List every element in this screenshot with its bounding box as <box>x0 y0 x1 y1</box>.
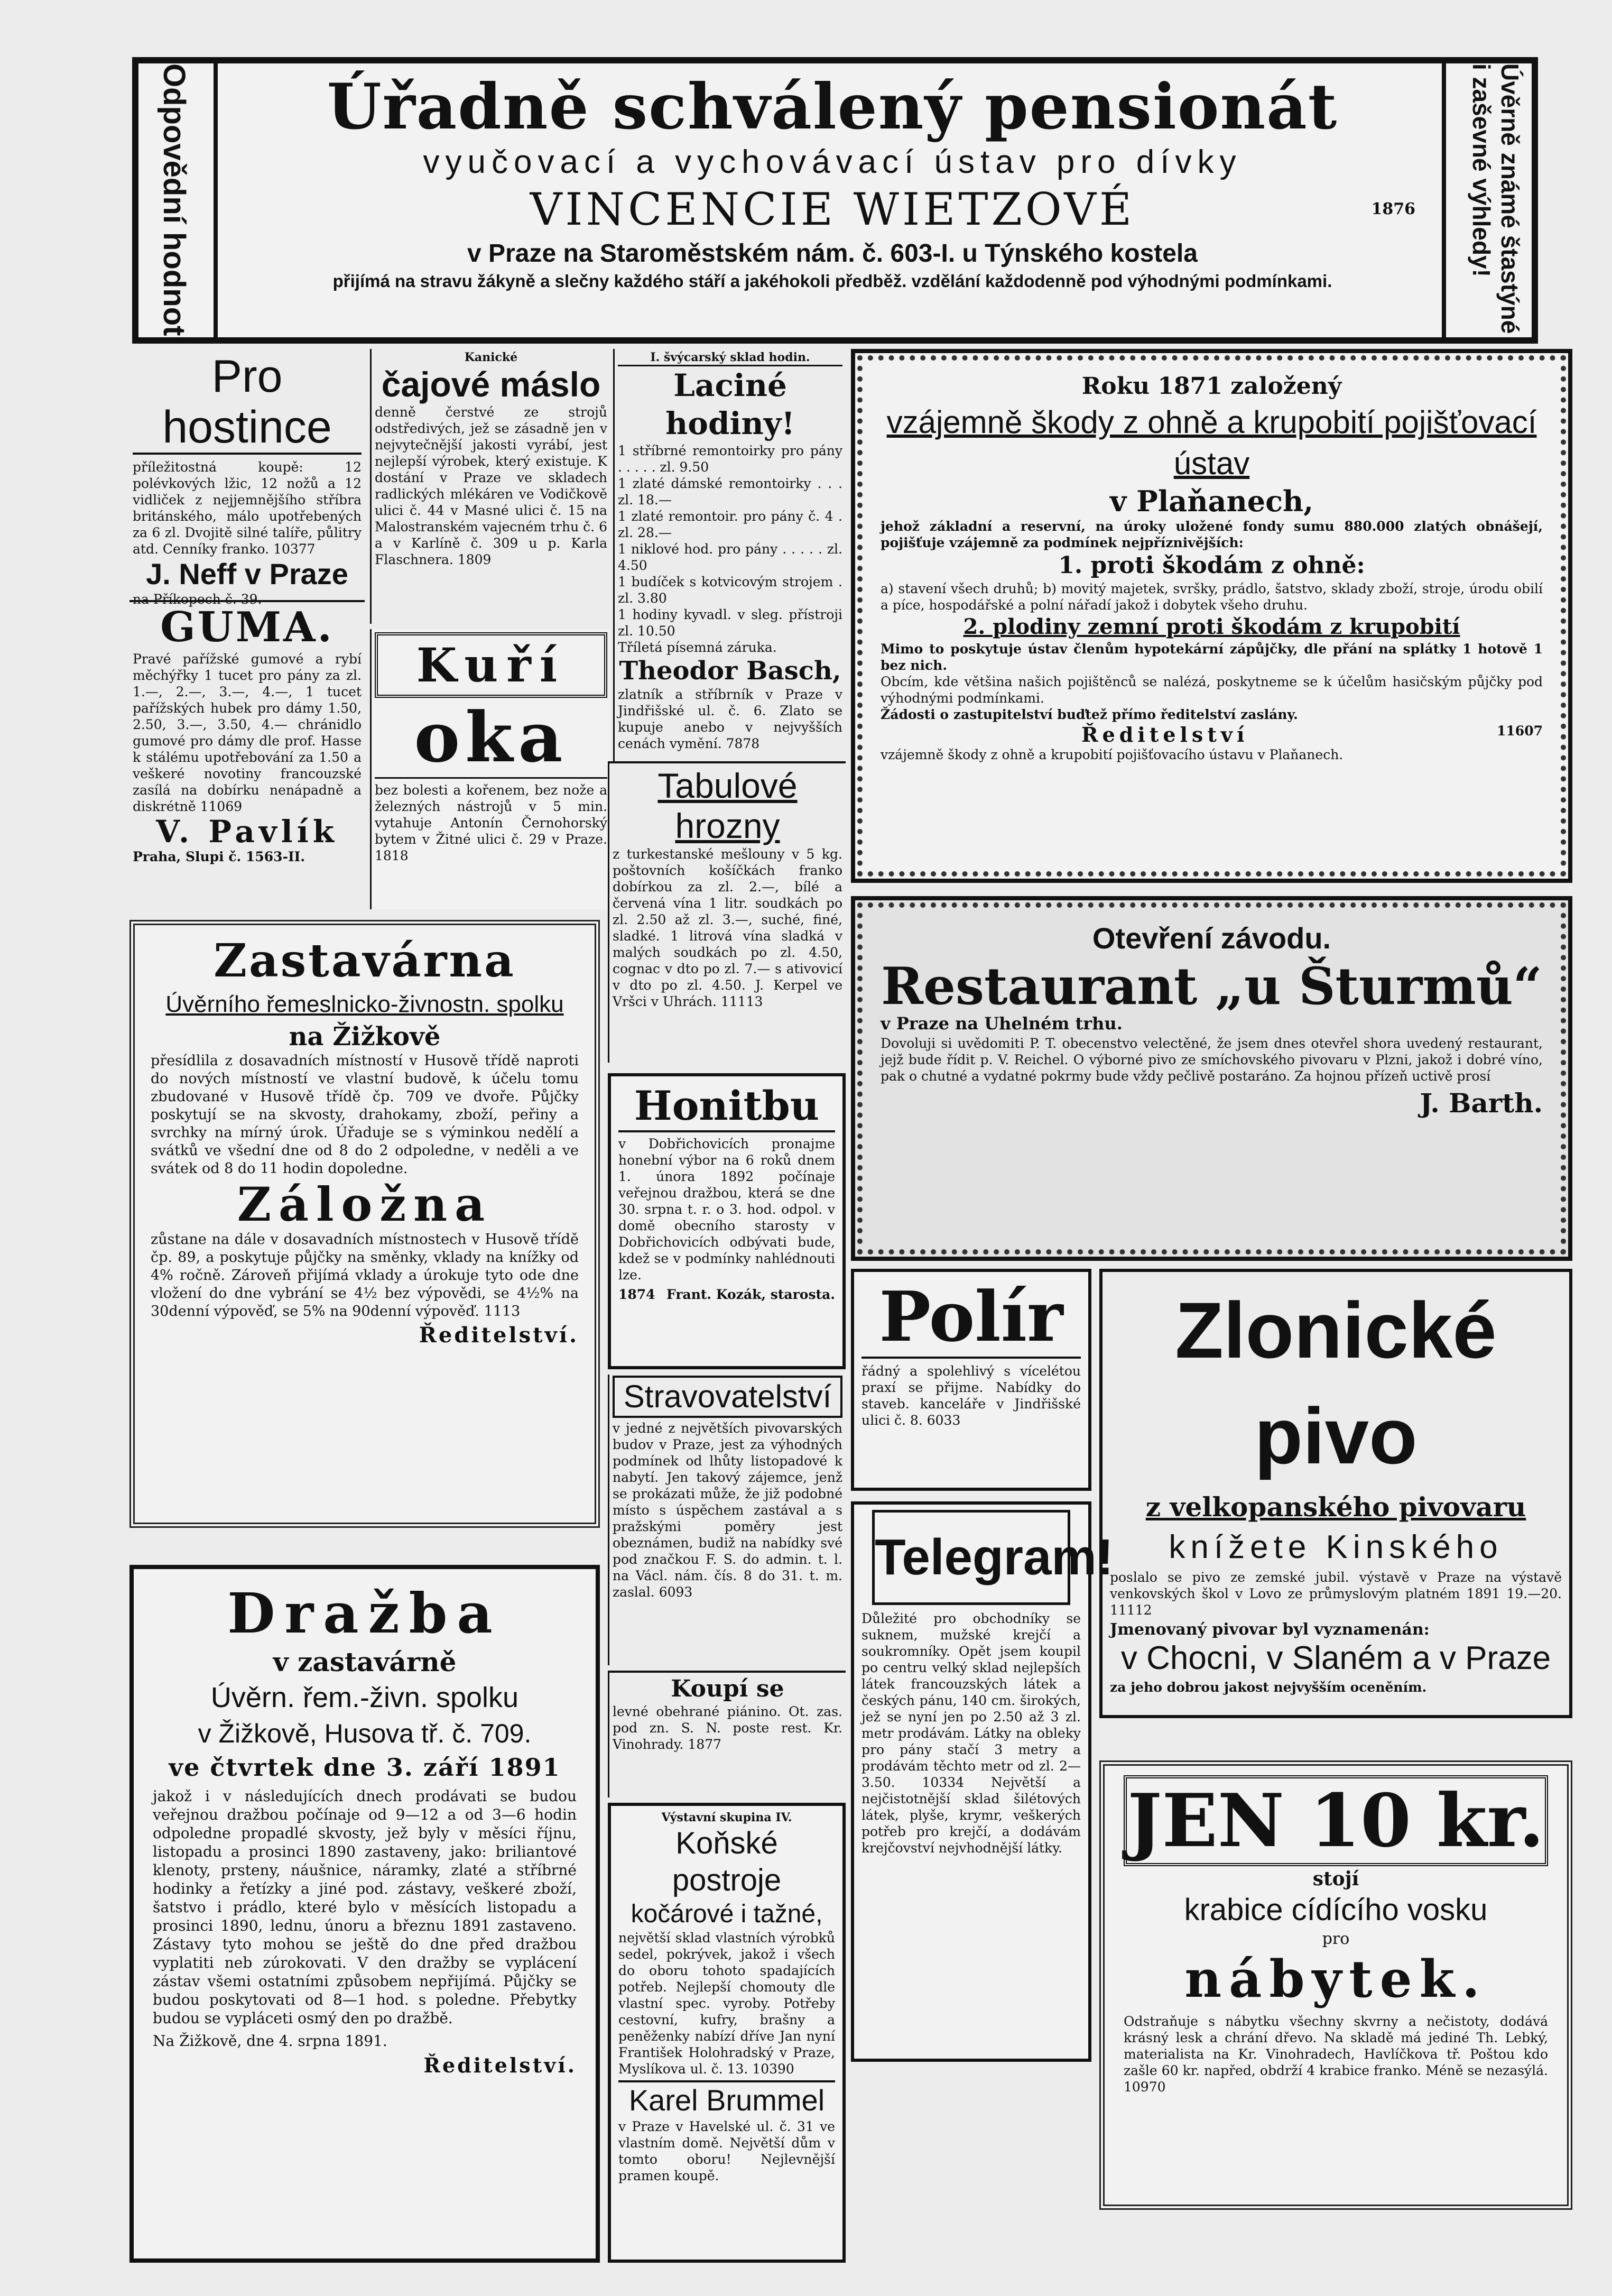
ad-restaurant <box>851 896 1572 1261</box>
header-right-side-text-2: i zaševné výhledy! <box>1468 63 1495 277</box>
header-year: 1876 <box>1371 200 1415 218</box>
restaurant-place: v Praze na Uhelném trhu. <box>881 1013 1123 1034</box>
zastavarna-text: přesídlila z dosavadních místností v Husově třídě naproti do nových místností ve vlastní budově, k účelu tomu zbudované v Husově třídě čp. 709 ve dvoře. Půjčky poskytují se na skvosty, drahokamy, zboží, peřiny a svrchky na mírný úrok. Úřaduje se s výminkou nedělí a svátků ve všední dne od 8 do 2 odpoledne, v neděli a ve svátek od 8 do 11 hodin dopoledne. <box>151 1053 579 1177</box>
ad-maslo <box>370 349 610 624</box>
maslo-text: denně čerstvé ze strojů odstředivých, jež se zásadně jen v nejvytečnější jakosti vyrábí, jest nejlepší výrobek, který existuje. K dostání v Praze ve skladech radlických mlékáren ve Vodičkově ulici č. 44 v Masné ulici č. 15 na Malostranském vajecném trhu č. 6 a v Karlíně č. 309 u p. Karla Flaschnera. 1809 <box>375 404 607 567</box>
drazba-sign: Ředitelství. <box>423 2053 577 2077</box>
koupi-title: Koupí se <box>671 1675 784 1702</box>
header-address: v Praze na Staroměstském nám. č. 603-I. u Týnského kostela <box>467 239 1198 268</box>
drazba-line2: Úvěrn. řem.-živn. spolku <box>210 1682 519 1713</box>
restaurant-sign: J. Barth. <box>1420 1087 1543 1119</box>
zastavarna-place: na Žižkově <box>289 1022 441 1052</box>
drazba-line3: v Žižkově, Husova tř. č. 709. <box>198 1719 532 1748</box>
konske-title: Koňské postroje <box>672 1826 782 1897</box>
hodiny-title: Laciné hodiny! <box>665 367 795 441</box>
ad-drazba <box>129 1565 600 2263</box>
ad-honitbu <box>608 1073 846 1369</box>
honitbu-title: Honitbu <box>618 1082 835 1132</box>
konske-text: největší sklad vlastních výrobků sedel, pokrývek, jakož i všech do oboru tohoto spadajících potřeb. Nejlepší chomouty dle vlastní spec. vyroby. Potřeby cestovní, kufry, brašny a peněženky nabízí dříve Jan nyní František Holohradský v Praze, Myslíkova ul. č. 13. 10390 <box>618 1930 835 2077</box>
pojistovna-sign-row <box>881 723 1543 746</box>
drazba-title: Dražba <box>227 1581 502 1646</box>
jen10-line4: nábytek. <box>1184 1949 1487 2009</box>
hodiny-items <box>618 442 842 639</box>
header-left-side-text: Odpovědní hodnot! <box>138 63 218 337</box>
pojistovna-footer: vzájemně škody z ohně a krupobití pojišťovacího ústavu v Plaňanech. <box>881 747 1344 762</box>
guma-firm: V. Pavlík <box>156 814 338 850</box>
zastavarna-subtitle: Úvěrního řemeslnicko-živnostn. spolku <box>165 991 564 1017</box>
header-right-side-text-1: Úvěrně známé štastýné <box>1496 63 1524 334</box>
zlonicke-line4: v Chocni, v Slaném a v Praze <box>1120 1640 1551 1676</box>
kuri-oka-text: bez bolesti a kořenem, bez nože a železných nástrojů v 5 min. vytahuje Antonín Černohorský bytem v Žitné ulici č. 29 v Praze. 1818 <box>375 777 607 864</box>
restaurant-text: Dovoluji si uvědomiti P. T. obecenstvo velectěné, že jsem dnes otevřel shora uvedený restaurant, jejž bude řídit p. V. Reichel. O výborné pivo ze smíchovského pivovaru v Plzni, jakož i dobré víno, pak o chutné a vydatné pokrmy bude vždy pečlivě postaráno. Za hojnou přízeň uctivě prosí <box>881 1036 1543 1084</box>
honitbu-sign-row <box>618 1286 835 1303</box>
hodiny-item: 1 budíček s kotvicovým strojem . zl. 3.80 <box>618 574 842 606</box>
pojistovna-intro: jehož základní a reservní, na úroky uložené fondy sumu 880.000 zlatých obnášejí, pojišťuje vzájemně za podmínek nejpříznivějších: <box>881 519 1543 550</box>
ad-jen10 <box>1099 1760 1572 2210</box>
honitbu-sign: Frant. Kozák, starosta. <box>666 1287 835 1302</box>
honitbu-num: 1874 <box>618 1287 655 1302</box>
konske-address: v Praze v Havelské ul. č. 31 ve vlastním domě. Největší dům v tomto oboru! Nejlevnější pramen koupě. <box>618 2119 835 2183</box>
ad-konske <box>608 1803 846 2263</box>
restaurant-kicker: Otevření závodu. <box>1092 921 1331 955</box>
drazba-line1: v zastavárně <box>273 1646 457 1677</box>
ad-telegram <box>851 1501 1114 2062</box>
ad-zastavarna <box>129 920 600 1528</box>
ad-guma <box>129 600 365 909</box>
jen10-title: JEN 10 kr. <box>1124 1775 1548 1866</box>
header-center <box>228 70 1437 293</box>
pojistovna-item2-text: Mimo to poskytuje ústav členům hypotekární zápůjčky, dle přání na splátky 1 hotově 1 bez nich. <box>881 641 1543 673</box>
kuri-oka-line1: Kuří <box>375 632 607 698</box>
ad-hodiny <box>613 349 846 761</box>
header-ad-pensionat <box>132 57 1538 344</box>
pojistovna-item2: 2. plodiny zemní proti škodám z krupobití <box>963 614 1460 639</box>
ad-polir <box>851 1269 1091 1491</box>
hodiny-firm: Theodor Basch, <box>619 656 841 686</box>
guma-text: Pravé pařížské gumové a rybí měchýřky 1 tucet pro pány za zl. 1.—, 2.—, 3.—, 4.—, 1 tucet pařížských hubek pro dámy 1.50, 2.50, 3.—, 3.50, 4.— chránidlo gumové pro dámy dle prof. Hasse k stálému upotřebování za 1.50 a veškeré novotiny francouzské zasílá na dobírku nenápadně a diskrétně 11069 <box>133 651 362 814</box>
pojistovna-place: v Plaňanech, <box>1109 484 1314 518</box>
hostince-text: příležitostná koupě: 12 polévkových lžic, 12 nožů a 12 vidliček z nejjemnějšího stříbra británského, málo upotřebených za 6 zl. Dvojitě silné talíře, půlitry atd. Cenníky franko. 10377 <box>133 459 362 557</box>
honitbu-text: v Dobřichovicích pronajme honební výbor na 6 roků dnem 1. února 1892 počínaje veřejnou dražbou, která se dne 30. srpna t. r. o 3. hod. odpol. v domě obecního starosty v Dobřichovicích odbývati bude, kdež se v podmínky nahlédnouti lze. <box>618 1136 835 1283</box>
header-subtitle: vyučovací a vychovávací ústav pro dívky <box>423 144 1242 180</box>
pojistovna-founded: Roku 1871 založený <box>1081 373 1342 400</box>
zlonicke-line2: knížete Kinského <box>1169 1529 1503 1565</box>
hodiny-item: 1 stříbrné remontoirky pro pány . . . . . zl. 9.50 <box>618 443 842 475</box>
zlonicke-line5: za jeho dobrou jakost nejvyšším oceněním. <box>1110 1680 1427 1695</box>
drazba-date: ve čtvrtek dne 3. září 1891 <box>169 1753 561 1782</box>
hodiny-text: Tříletá písemná záruka. <box>618 640 777 655</box>
maslo-kicker: Kanické <box>464 351 518 364</box>
hodiny-item: 1 niklové hod. pro pány . . . . . zl. 4.50 <box>618 541 842 573</box>
pojistovna-title: vzájemně škody z ohně a krupobití pojišťovací ústav <box>886 404 1537 481</box>
hrozny-text: z turkestanské mešlouny v 5 kg. poštovních košíčkách franko dobírkou za zl. 2.—, bílé a červená vína 1 litr. soudkách po zl. 2.50 až zl. 3.—, suché, finé, sladké. 1 litrová vína sladká v malých soudkách po zl. 4.50, cognac v dto po zl. 7.— s ativovicí v dto po zl. 4.50. J. Kerpel ve Vršci v Uhrách. 11113 <box>613 846 842 1009</box>
ad-hostince <box>129 349 365 607</box>
zlonicke-line3: Jmenovaný pivovar byl vyznamenán: <box>1110 1620 1430 1639</box>
pojistovna-sign: Ředitelství <box>1081 723 1249 746</box>
konske-kicker: Výstavní skupina IV. <box>661 1811 792 1824</box>
stravovatelstvi-text: v jedné z největších pivovarských budov v Praze, jest za výhodných podmínek od lhůty listopadové k nabytí. Jen takový zájemce, jenž se prokázati může, že již podobné místo s úspěchem zastával a s pražskými poměry jest obeznámen, budiž na nabídky své pod značkou F. S. do admin. t. l. na Václ. nám. čís. 8 do 31. t. m. zaslal. 6093 <box>613 1421 842 1600</box>
hodiny-item: 1 hodiny kyvadl. v sleg. přístroji zl. 10.50 <box>618 607 842 639</box>
pojistovna-item1: 1. proti škodám z ohně: <box>1058 552 1365 579</box>
konske-firm: Karel Brummel <box>618 2080 835 2118</box>
header-name-line <box>228 184 1437 235</box>
zastavarna-title: Zastavárna <box>214 934 516 988</box>
guma-title: GUMA. <box>160 603 334 651</box>
stravovatelstvi-title: Stravovatelství <box>613 1376 842 1418</box>
jen10-text: Odstraňuje s nábytku všechny skvrny a nečistoty, dodává krásný lesk a chrání dřevo. Na skladě má jediné Th. Lebký, materialista na Kr. Vinohradech, Havlíčkova tř. Poštou kdo zašle 60 kr. napřed, obdrží 4 krabice franko. Méně se nezasýlá. 10970 <box>1124 2014 1548 2095</box>
zlonicke-text: poslalo se pivo ze zemské jubil. výstavě v Praze na výstavě venkovských škol v Lovo ze průmyslovým platném 1891 19.—20. 11112 <box>1110 1570 1562 1618</box>
guma-address: Praha, Slupi č. 1563-II. <box>133 849 305 864</box>
hodiny-item: 1 zlaté remontoir. pro pány č. 4 . zl. 28.— <box>618 509 842 540</box>
header-name: VINCENCIE WIETZOVÉ <box>530 183 1135 235</box>
drazba-place-date: Na Žižkově, dne 4. srpna 1891. <box>153 2032 387 2050</box>
jen10-line2: krabice cídícího vosku <box>1184 1893 1488 1927</box>
hostince-title: Pro hostince <box>133 351 362 455</box>
pojistovna-item1-text: a) stavení všech druhů; b) movitý majetek, svršky, prádlo, šatstvo, sklady zboží, stroje, úrodu obilí a píce, hospodářské a polní nářadí jakož i dobytek všeho druhu. <box>881 581 1543 613</box>
zastavarna-title2: Záložna <box>237 1177 493 1232</box>
hostince-address: na Příkopech č. 39. <box>133 592 262 607</box>
hodiny-kicker: I. švýcarský sklad hodin. <box>618 350 842 366</box>
restaurant-title: Restaurant „u Šturmů“ <box>881 956 1542 1016</box>
hodiny-item: 1 zlaté dámské remontoirky . . . zl. 18.— <box>618 476 842 508</box>
header-text: přijímá na stravu žákyně a slečny každého stáří a jakéhokoli předběž. vzdělání každodenně pod výhodnými podmínkami. <box>332 271 1332 291</box>
ad-pojistovna <box>851 349 1572 883</box>
zlonicke-title: Zlonické pivo <box>1175 1286 1497 1480</box>
polir-title: Polír <box>861 1277 1081 1359</box>
ad-stravovatelstvi <box>608 1375 846 1665</box>
zastavarna-text2: zůstane na dále v dosavadních místnostech v Husově třídě čp. 89, a poskytuje půjčky na směnky, vklady na knížky od 4% ročně. Zároveň přijímá vklady a úrokuje tyto ode dne vložení do dne vybrání se 4½ bez výpovědi, se 4½% na 30denní výpověď, se 5% na 90denní výpověď. 1113 <box>151 1231 579 1320</box>
ad-zlonicke <box>1099 1269 1572 1718</box>
hostince-firm: J. Neff v Praze <box>146 557 348 591</box>
jen10-line3: pro <box>1322 1930 1350 1948</box>
pojistovna-note: Žádosti o zastupitelství buďtež přímo ředitelství zaslány. <box>881 707 1298 722</box>
ad-kuri-oka <box>370 629 610 909</box>
pojistovna-outro: Obcím, kde většina našich pojištěnců se nalézá, poskytneme se k účelům hasičským půjčky pod výhodnými podmínkami. <box>881 674 1543 706</box>
header-right-side <box>1442 63 1532 337</box>
ad-hrozny <box>608 761 846 1063</box>
drazba-text: jakož i v následujících dnech prodávati se budou veřejnou dražbou počínaje od 9—12 a od 3—6 hodin odpoledne propadlé skvosty, jež byly v měsíci říjnu, listopadu a prosinci 1890 zastaveny, jako: briliantové klenoty, prsteny, náušnice, náramky, zlaté a stříbrné hodinky a řetízky a jiné pod. zástavy, veškeré zboží, šatstvo i prádlo, které bylo v měsících listopadu a prosinci 1890, lednu, únoru a březnu 1891 zastaveno. Zástavy tyto mohou se ještě do dne před dražbou vyplatiti neb zúrokovati. V den dražby se vyplácení zástav všemi ostatními způsobem nepřijímá. Půjčky se budou poskytovati od 8—1 hod. s poledne. Přebytky budou se vypláceti osmý den po dražbě. <box>153 1787 577 2027</box>
telegram-text: Důležité pro obchodníky se suknem, mužské krejčí a soukromníky. Opět jsem koupil po centru velký sklad nejlepších látek francouzských látek a českých pánu, 140 cm. širokých, jež se nyní jen po 2.50 až 3 zl. metr prodávám. Látky na obleky pro pány stačí 3 metry a prodávám těchto metr od zl. 2—3.50. 10334 Největší a nejčistotnější sklad šilétových látek, plyše, krymr, veškerých potřeb pro krejčí, a dodávám krejčovství nejvhodnější látky. <box>861 1611 1081 1856</box>
kuri-oka-line2: oka <box>414 697 568 778</box>
pojistovna-num: 11607 <box>1497 723 1543 739</box>
zastavarna-sign: Ředitelství. <box>419 1323 579 1348</box>
koupi-text: levné obehrané piánino. Ot. zas. pod zn. S. N. poste rest. Kr. Vinohrady. 1877 <box>613 1704 842 1752</box>
header-title: Úřadně schválený pensionát <box>327 70 1338 143</box>
hrozny-title: Tabulové hrozny <box>657 766 798 845</box>
ad-koupi <box>608 1671 846 1797</box>
telegram-title: Telegram! <box>872 1510 1070 1605</box>
hodiny-address: zlatník a stříbrník v Praze v Jindřišské ul. č. 6. Zlato se kupuje anebo v nejvyšších cenách vymění. 7878 <box>618 687 842 751</box>
zlonicke-line1: z velkopanského pivovaru <box>1145 1491 1526 1523</box>
jen10-line1: stojí <box>1312 1868 1359 1890</box>
maslo-title: čajové máslo <box>381 365 601 404</box>
polir-text: řádný a spolehlivý s vícelétou praxí se přijme. Nabídky do staveb. kanceláře v Jindřišské ulici č. 8. 6033 <box>861 1363 1081 1428</box>
konske-subtitle: kočárové i tažné, <box>631 1900 823 1928</box>
